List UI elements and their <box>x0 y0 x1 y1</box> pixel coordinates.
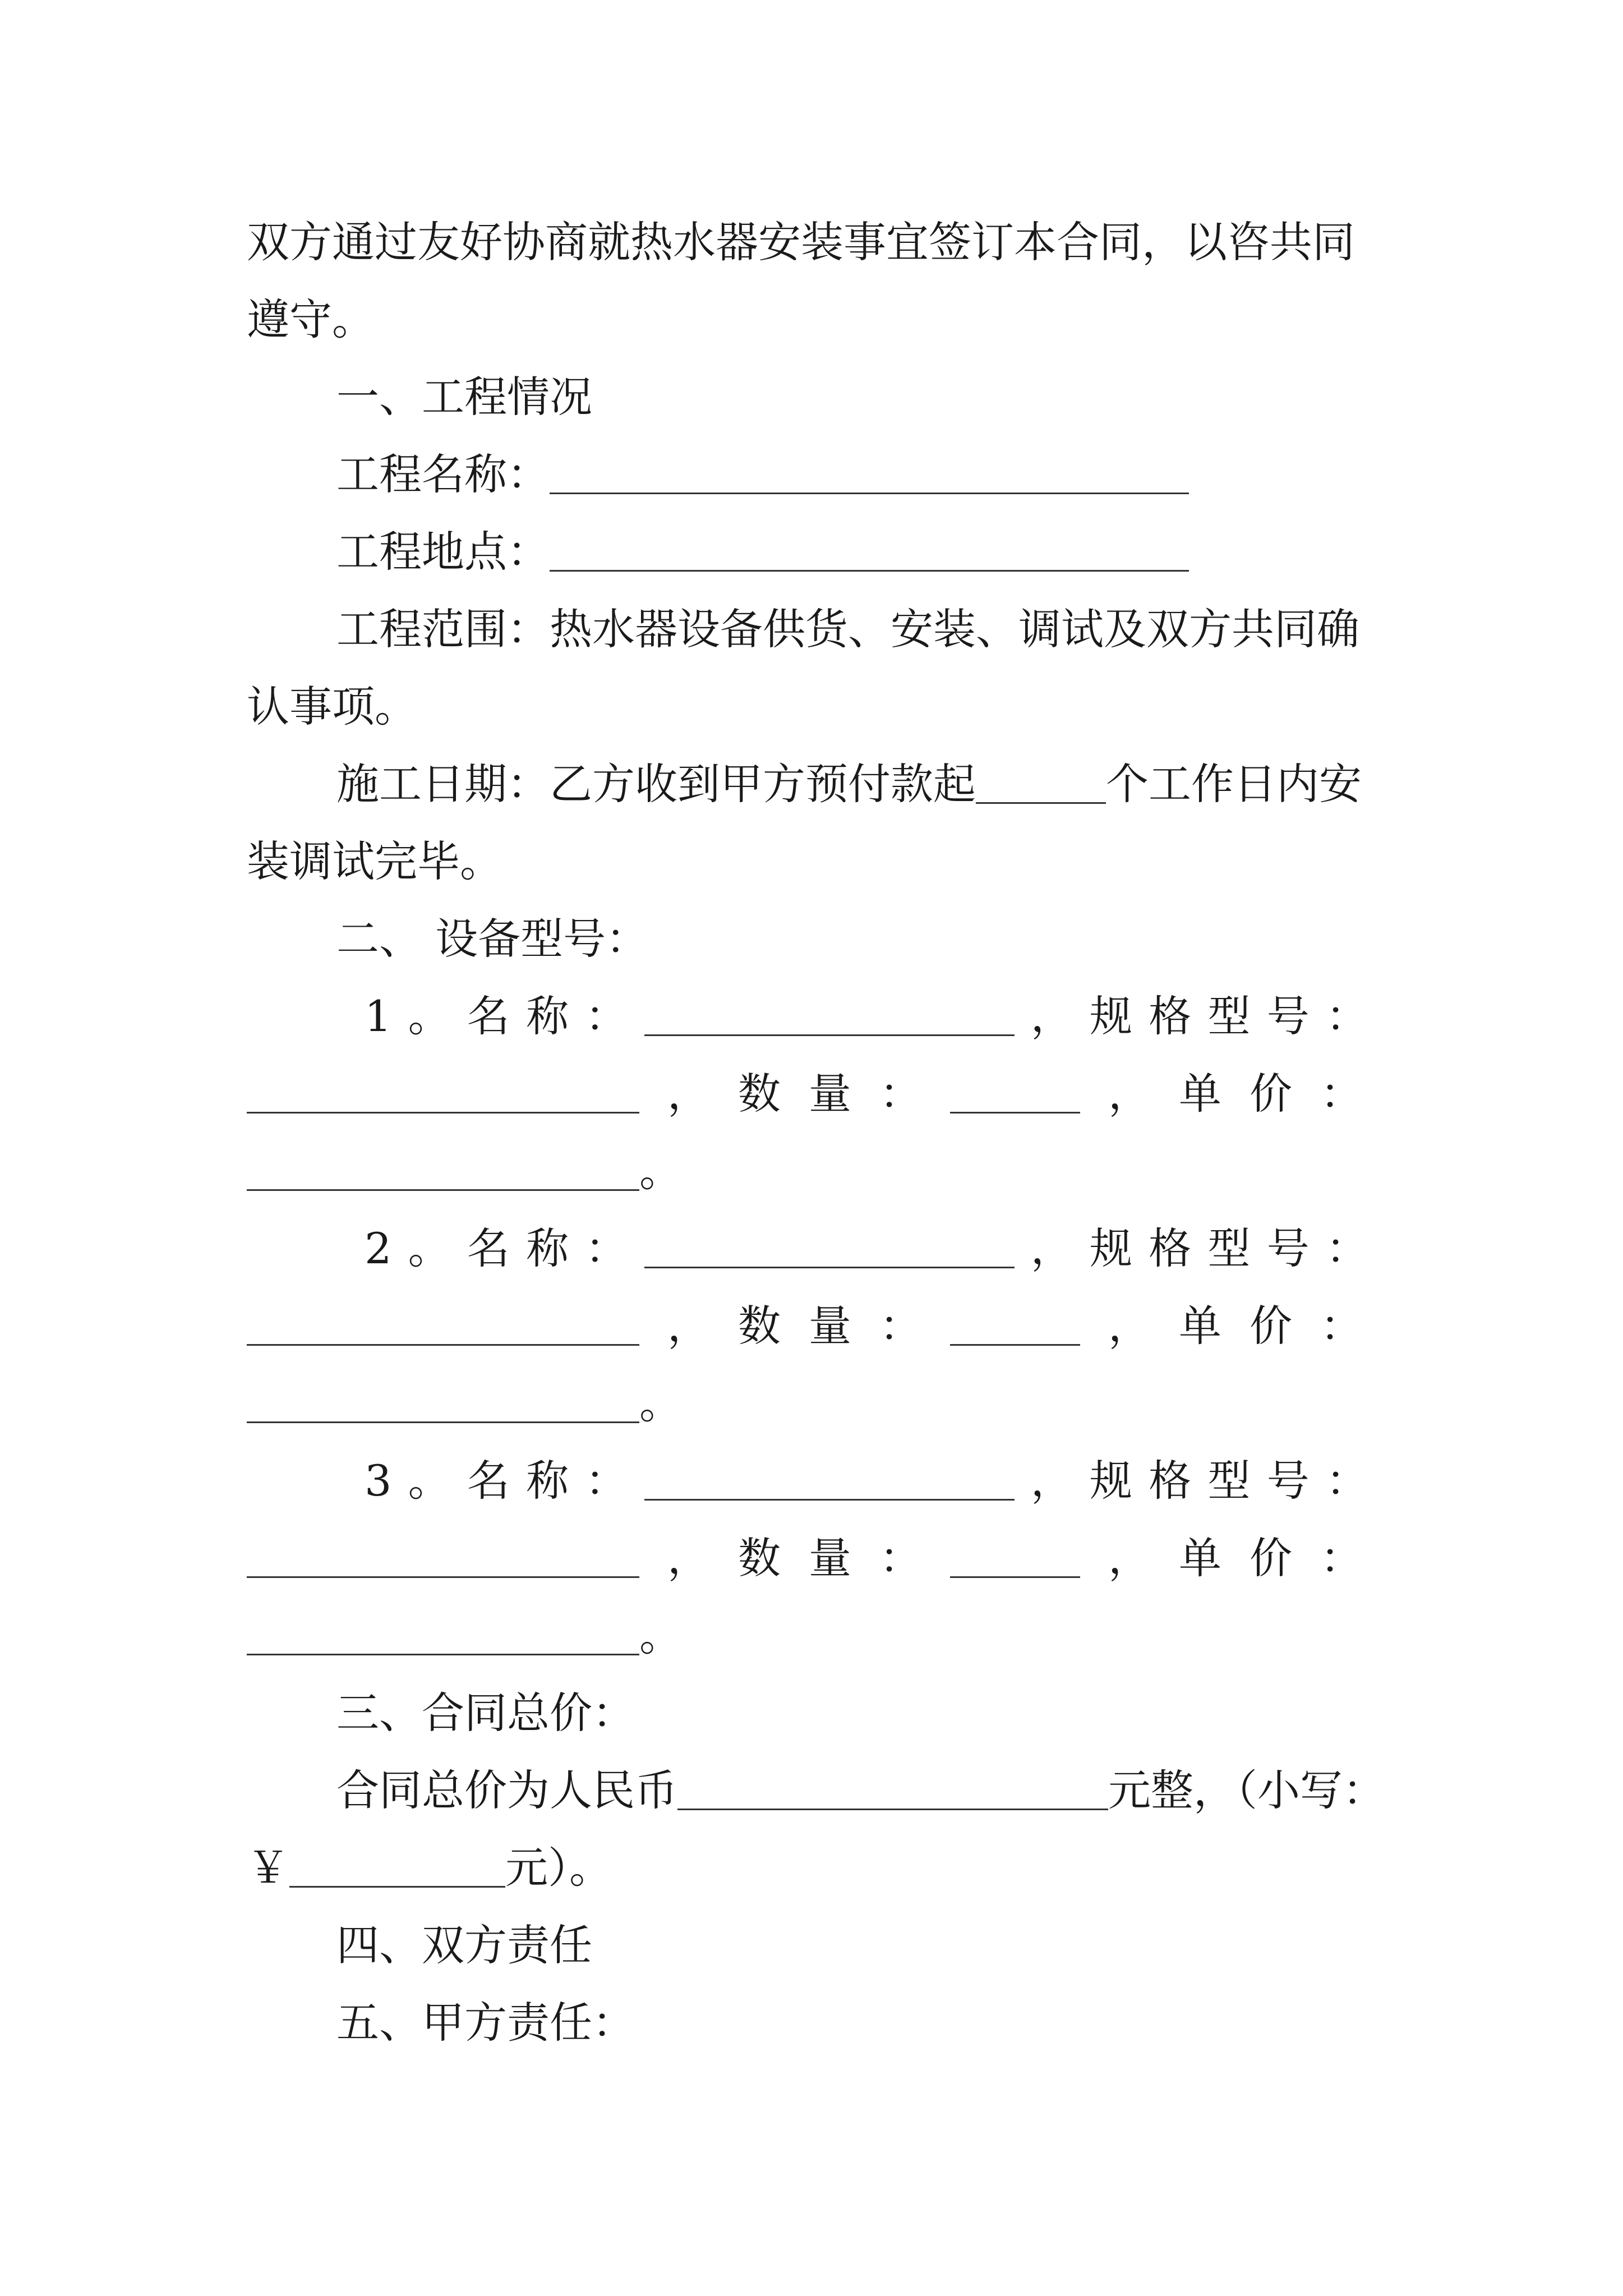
equipment-item-3-row-1 <box>365 1442 1368 1520</box>
intro-line-2: 遵守。 <box>247 295 375 344</box>
total-amount-figures-blank[interactable] <box>289 1849 505 1888</box>
name-colon: ： <box>585 1456 628 1506</box>
model-char: 格 <box>1149 991 1192 1041</box>
model-char: 号 <box>1266 1456 1310 1506</box>
section2-heading: 二、 设备型号： <box>336 914 649 964</box>
equipment-item-1-row-2 <box>247 1055 1363 1133</box>
comma: ， <box>1030 991 1073 1041</box>
period: 。 <box>639 1378 682 1428</box>
equipment-quantity-blank[interactable] <box>950 1075 1080 1114</box>
equipment-quantity-blank[interactable] <box>950 1539 1080 1578</box>
equipment-item-1-row-1 <box>365 977 1368 1056</box>
equipment-name-blank[interactable] <box>644 1230 1015 1268</box>
contract-total-text-after: 元整，（小写： <box>1108 1765 1385 1815</box>
model-char: 号 <box>1266 991 1310 1041</box>
equipment-item-3-row-2 <box>247 1519 1363 1598</box>
equipment-name-blank[interactable] <box>644 1462 1015 1501</box>
qty-char: 数 <box>738 1301 781 1351</box>
model-char: 号 <box>1266 1223 1310 1273</box>
price-colon: ： <box>1320 1069 1363 1119</box>
name-char: 名 <box>467 1456 510 1506</box>
comma: ， <box>1030 1223 1073 1273</box>
section5-heading: 五、甲方责任： <box>336 1998 635 2047</box>
price-char: 价 <box>1249 1301 1292 1351</box>
equipment-model-blank[interactable] <box>247 1307 639 1346</box>
project-site-row <box>336 513 1385 591</box>
yuan-close-text: 元）。 <box>505 1843 612 1893</box>
item-separator: 。 <box>408 1456 451 1506</box>
equipment-item-2-row-1 <box>365 1209 1368 1288</box>
project-site-blank[interactable] <box>550 533 1189 572</box>
qty-char: 数 <box>738 1069 781 1119</box>
equipment-unit-price-blank[interactable] <box>247 1152 639 1191</box>
comma: ， <box>667 1301 710 1351</box>
equipment-item-2-row-3 <box>247 1364 1385 1443</box>
qty-colon: ： <box>879 1533 922 1583</box>
qty-char: 量 <box>809 1533 851 1583</box>
model-colon: ： <box>1325 991 1368 1041</box>
construction-date-text-before: 施工日期：乙方收到甲方预付款起 <box>336 759 976 809</box>
qty-colon: ： <box>879 1301 922 1351</box>
qty-colon: ： <box>879 1069 922 1119</box>
section1-heading: 一、工程情况 <box>336 372 592 422</box>
name-char: 称 <box>526 991 569 1041</box>
comma: ， <box>1030 1456 1073 1506</box>
project-scope-line-1: 工程范围：热水器设备供货、安装、调试及双方共同确 <box>336 604 1359 654</box>
working-days-blank[interactable] <box>976 765 1106 804</box>
model-char: 格 <box>1149 1456 1192 1506</box>
construction-date-text-after: 个工作日内安 <box>1106 759 1362 809</box>
equipment-name-blank[interactable] <box>644 997 1015 1036</box>
price-char: 单 <box>1179 1069 1221 1119</box>
yen-symbol: ￥ <box>247 1843 289 1893</box>
project-name-blank[interactable] <box>550 455 1189 494</box>
item-separator: 。 <box>408 1223 451 1273</box>
model-char: 型 <box>1207 991 1251 1041</box>
equipment-model-blank[interactable] <box>247 1539 639 1578</box>
model-char: 规 <box>1090 991 1132 1041</box>
comma: ， <box>1108 1301 1151 1351</box>
equipment-item-2-row-2 <box>247 1287 1363 1365</box>
section4-heading: 四、双方责任 <box>336 1920 592 1970</box>
item-number: 1 <box>365 991 392 1041</box>
equipment-quantity-blank[interactable] <box>950 1307 1080 1346</box>
price-char: 价 <box>1249 1533 1292 1583</box>
contract-total-text-before: 合同总价为人民币 <box>336 1765 677 1815</box>
period: 。 <box>639 1146 682 1196</box>
equipment-item-3-row-3 <box>247 1596 1385 1675</box>
comma: ， <box>1108 1533 1151 1583</box>
project-name-row <box>336 435 1385 514</box>
project-site-label: 工程地点： <box>336 527 550 577</box>
project-name-label: 工程名称： <box>336 449 550 499</box>
construction-date-line-2: 装调试完毕。 <box>247 836 502 886</box>
qty-char: 数 <box>738 1533 781 1583</box>
contract-total-figures-row <box>247 1829 1385 1907</box>
qty-char: 量 <box>809 1069 851 1119</box>
intro-line-1: 双方通过友好协商就热水器安装事宜签订本合同，以咨共同 <box>247 217 1355 267</box>
period: 。 <box>639 1611 682 1660</box>
price-colon: ： <box>1320 1301 1363 1351</box>
total-amount-words-blank[interactable] <box>677 1772 1108 1810</box>
construction-date-row <box>336 745 1385 823</box>
contract-total-row <box>336 1751 1385 1830</box>
equipment-unit-price-blank[interactable] <box>247 1384 639 1423</box>
model-char: 规 <box>1090 1223 1132 1273</box>
item-number: 2 <box>365 1223 392 1273</box>
equipment-model-blank[interactable] <box>247 1075 639 1114</box>
comma: ， <box>1108 1069 1151 1119</box>
name-colon: ： <box>585 1223 628 1273</box>
price-colon: ： <box>1320 1533 1363 1583</box>
item-separator: 。 <box>408 991 451 1041</box>
project-scope-line-2: 认事项。 <box>247 682 417 731</box>
model-colon: ： <box>1325 1456 1368 1506</box>
comma: ， <box>667 1533 710 1583</box>
name-colon: ： <box>585 991 628 1041</box>
equipment-unit-price-blank[interactable] <box>247 1617 639 1655</box>
item-number: 3 <box>365 1456 392 1506</box>
model-char: 型 <box>1207 1456 1251 1506</box>
name-char: 名 <box>467 1223 510 1273</box>
price-char: 单 <box>1179 1533 1221 1583</box>
price-char: 单 <box>1179 1301 1221 1351</box>
model-char: 规 <box>1090 1456 1132 1506</box>
model-colon: ： <box>1325 1223 1368 1273</box>
equipment-item-1-row-3 <box>247 1132 1385 1211</box>
name-char: 名 <box>467 991 510 1041</box>
name-char: 称 <box>526 1223 569 1273</box>
model-char: 格 <box>1149 1223 1192 1273</box>
model-char: 型 <box>1207 1223 1251 1273</box>
qty-char: 量 <box>809 1301 851 1351</box>
name-char: 称 <box>526 1456 569 1506</box>
comma: ， <box>667 1069 710 1119</box>
section3-heading: 三、合同总价： <box>336 1688 635 1738</box>
price-char: 价 <box>1249 1069 1292 1119</box>
